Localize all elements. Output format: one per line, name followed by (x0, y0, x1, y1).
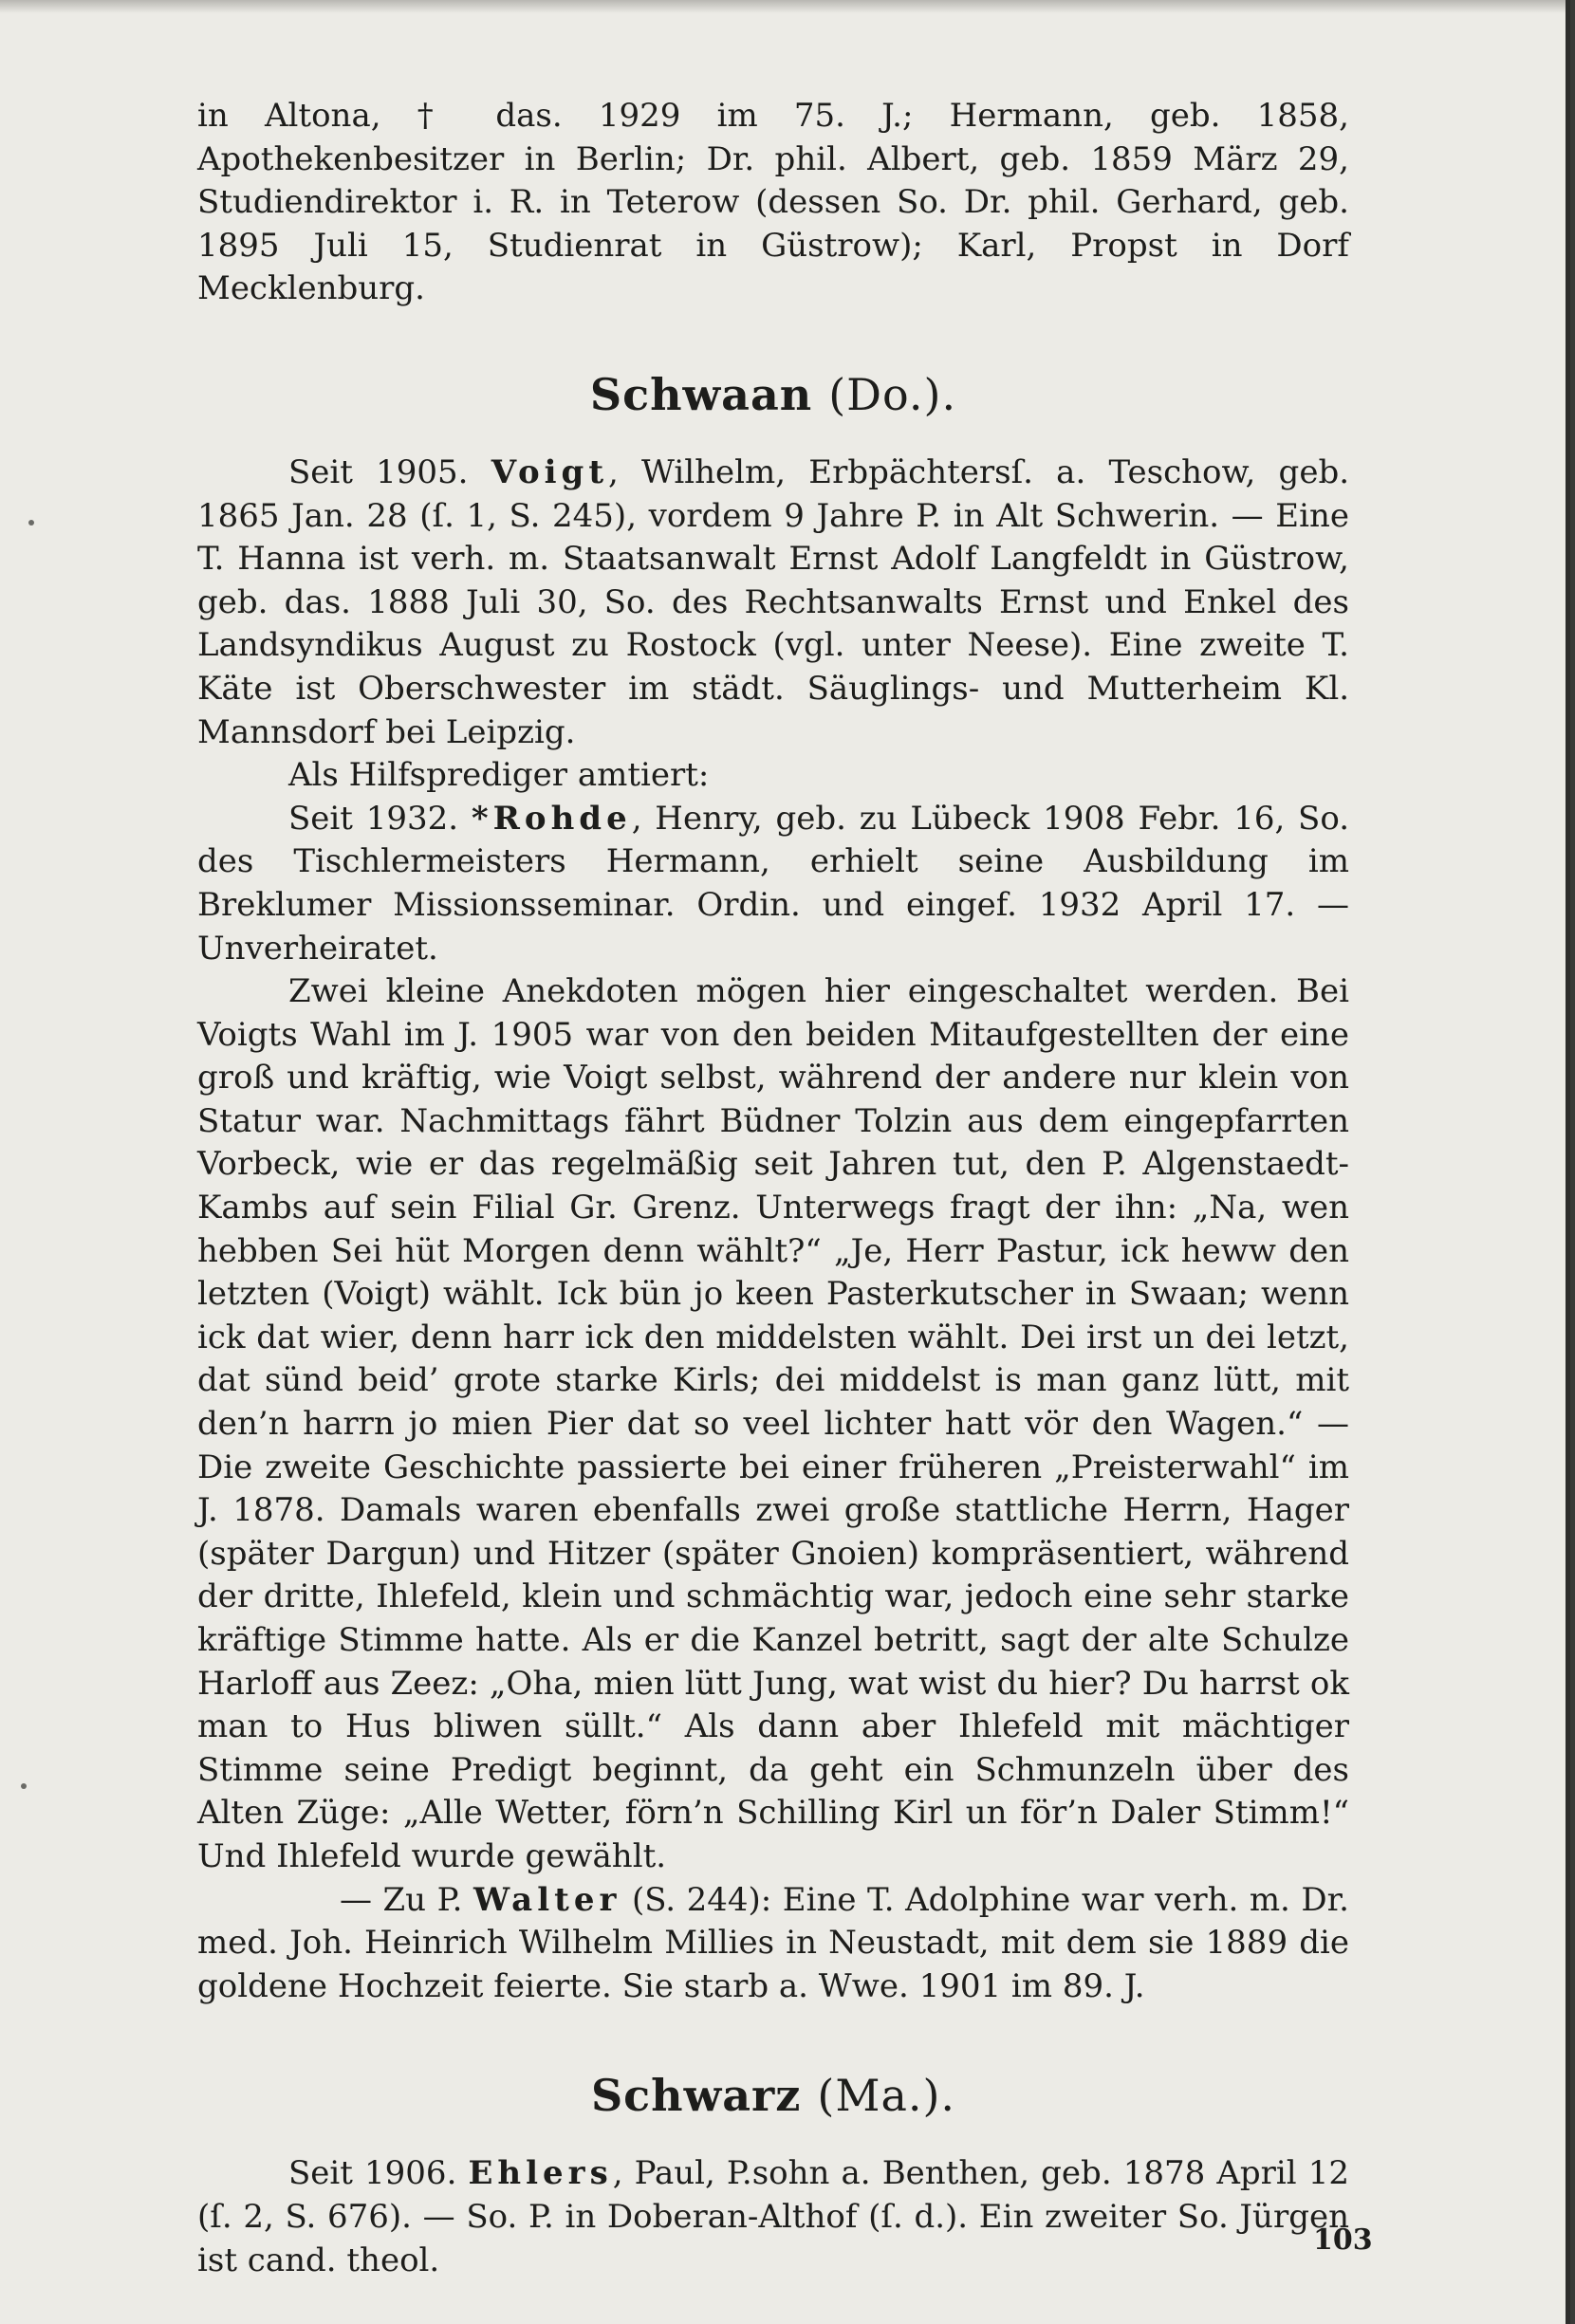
entry-since: Seit 1905. (288, 452, 469, 491)
entry-text: , Henry, geb. zu Lübeck 1908 Febr. 16, So. des Tischlermeisters Hermann, erhielt seine Ausbildung im Breklumer Missionsseminar. Ordin. und eingef. 1932 April 17. — Unverheiratet. (197, 799, 1350, 968)
page-number: 103 (1313, 2223, 1373, 2257)
ehlers-entry (197, 2152, 1349, 2282)
rohde-entry (197, 798, 1349, 970)
section-heading-schwaan (197, 366, 1349, 423)
page-top-shadow (0, 0, 1566, 13)
heading-suffix: (Do.). (828, 368, 957, 420)
entry-name-ehlers: Ehlers (468, 2154, 613, 2193)
voigt-entry (197, 452, 1349, 754)
entry-text: , Wilhelm, Erbpächtersſ. a. Teschow, geb. 1865 Jan. 28 (ſ. 1, S. 245), vordem 9 Jahre P. in Alt Schwerin. — Eine T. Hanna ist verh. m. Staatsanwalt Ernst Adolf Langfeldt in Güstrow, geb. das. 1888 Juli 30, So. des Rechtsanwalts Ernst und Enkel des Landsyndikus August zu Rostock (vgl. unter Neese). Eine zweite T. Käte ist Oberschwester im städt. Säuglings- und Mutterheim Kl. Mannsdorf bei Leipzig. (197, 452, 1350, 751)
heading-suffix: (Ma.). (817, 2070, 956, 2122)
page-speck (21, 1783, 27, 1789)
page-speck (28, 520, 34, 526)
walter-entry (197, 1879, 1349, 2009)
entry-text: (S. 244): Eine T. Adolphine war verh. m. Dr. med. Joh. Heinrich Wilhelm Millies in Neustadt, mit dem sie 1889 die goldene Hochzeit feierte. Sie starb a. Wwe. 1901 im 89. J. (197, 1880, 1349, 2005)
walter-prefix: — Zu P. (340, 1880, 463, 1919)
heading-name: Schwaan (589, 368, 813, 420)
entry-name-walter: Walter (472, 1880, 621, 1919)
entry-name-rohde: *Rohde (471, 799, 632, 838)
page-body (197, 95, 1349, 2282)
anecdote-paragraph: Zwei kleine Anekdoten mögen hier eingeschaltet werden. Bei Voigts Wahl im J. 1905 war von den beiden Mitaufgestellten der eine groß und kräftig, wie Voigt selbst, während der andere nur klein von Statur war. Nachmittags fährt Büdner Tolzin aus dem eingepfarrten Vorbeck, wie er das regelmäßig seit Jahren tut, den P. Algenstaedt-Kambs auf sein Filial Gr. Grenz. Unterwegs fragt der ihn: „Na, wen hebben Sei hüt Morgen denn wählt?“ „Je, Herr Pastur, ick heww den letzten (Voigt) wählt. Ick bün jo keen Pasterkutscher in Swaan; wenn ick dat wier, denn harr ick den middelsten wählt. Dei irst un dei letzt, dat sünd beid’ grote starke Kirls; dei middelst is man ganz lütt, mit den’n harrn jo mien Pier dat so veel lichter hatt vör den Wagen.“ — Die zweite Geschichte passierte bei einer früheren „Preisterwahl“ im J. 1878. Damals waren ebenfalls zwei große stattliche Herrn, Hager (später Dargun) und Hitzer (später Gnoien) kompräsentiert, während der dritte, Ihlefeld, klein und schmächtig war, jedoch eine sehr starke kräftige Stimme hatte. Als er die Kanzel betritt, sagt der alte Schulze Harloff aus Zeez: „Oha, mien lütt Jung, wat wist du hier? Du harrst ok man to Hus bliwen süllt.“ Als dann aber Ihlefeld mit mächtiger Stimme seine Predigt beginnt, da geht ein Schmunzeln über des Alten Züge: „Alle Wetter, förn’n Schilling Kirl un för’n Daler Stimm!“ Und Ihlefeld wurde gewählt. (197, 972, 1349, 1875)
section-heading-schwarz (197, 2067, 1349, 2124)
helper-heading: Als Hilfsprediger amtiert: (288, 756, 710, 795)
entry-text: , Paul, P.sohn a. Benthen, geb. 1878 April 12 (ſ. 2, S. 676). — So. P. in Doberan-Althof (ſ. d.). Ein zweiter So. Jürgen ist cand. theol. (197, 2154, 1350, 2279)
entry-since: Seit 1906. (288, 2154, 457, 2193)
entry-since: Seit 1932. (288, 799, 459, 838)
entry-name-voigt: Voigt (491, 452, 609, 491)
intro-paragraph: in Altona, † das. 1929 im 75. J.; Hermann, geb. 1858, Apothekenbesitzer in Berlin; Dr. phil. Albert, geb. 1859 März 29, Studiendirektor i. R. in Teterow (dessen So. Dr. phil. Gerhard, geb. 1895 Juli 15, Studienrat in Güstrow); Karl, Propst in Dorf Mecklenburg. (197, 97, 1349, 308)
heading-name: Schwarz (590, 2070, 802, 2122)
